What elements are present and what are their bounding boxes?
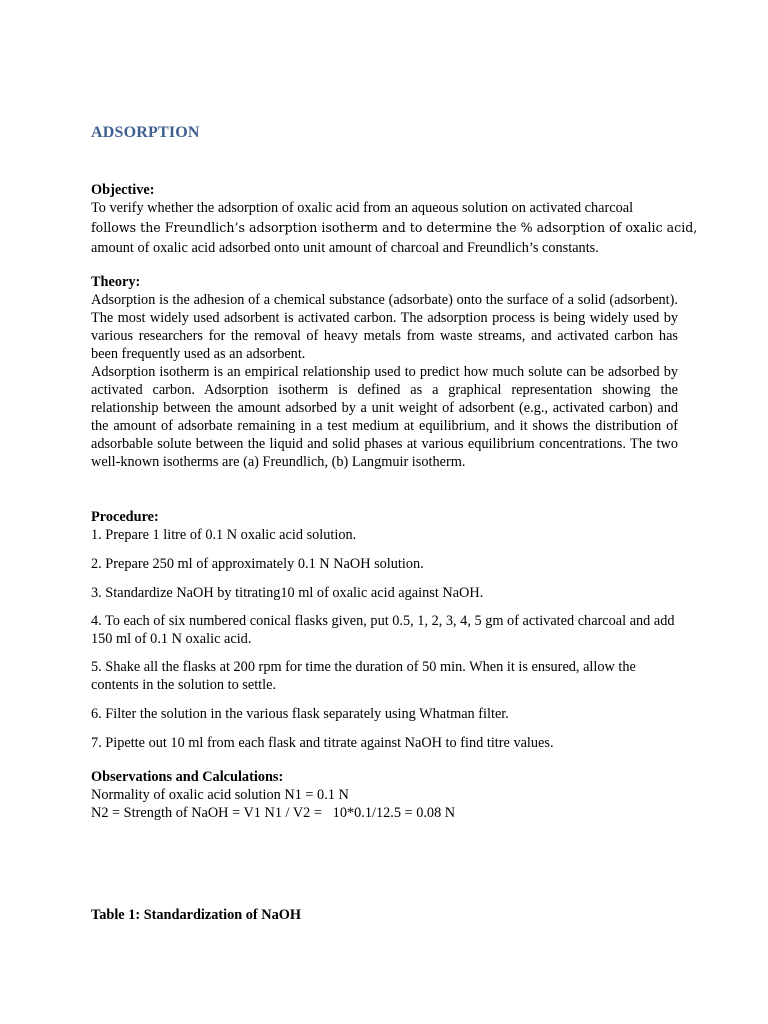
procedure-step-1: 1. Prepare 1 litre of 0.1 N oxalic acid solution. <box>91 527 357 543</box>
table-caption: Table 1: Standardization of NaOH <box>91 907 301 923</box>
procedure-heading-block <box>91 508 678 526</box>
theory-section <box>91 273 678 471</box>
procedure-step-4: 4. To each of six numbered conical flasks given, put 0.5, 1, 2, 3, 4, 5 gm of activated charcoal and add 150 ml of 0.1 N oxalic acid. <box>91 613 675 647</box>
objective-line-1: To verify whether the adsorption of oxalic acid from an aqueous solution on activated charcoal <box>91 200 634 216</box>
observations-line-1: Normality of oxalic acid solution N1 = 0.1 N <box>91 787 349 803</box>
observations-heading: Observations and Calculations: <box>91 769 284 785</box>
observations-section <box>91 768 678 822</box>
procedure-step-5: 5. Shake all the flasks at 200 rpm for time the duration of 50 min. When it is ensured, allow the contents in the solution to settle. <box>91 659 636 693</box>
procedure-heading: Procedure: <box>91 509 159 525</box>
theory-paragraph-1: Adsorption is the adhesion of a chemical substance (adsorbate) onto the surface of a solid (adsorbent). The most widely used adsorbent is activated carbon. The adsorption process is being widely used by various researchers for the removal of heavy metals from waste streams, and activated carbon has been frequently used as an adsorbent. <box>91 292 678 362</box>
document-title: ADSORPTION <box>91 124 200 141</box>
procedure-step-2: 2. Prepare 250 ml of approximately 0.1 N NaOH solution. <box>91 556 424 572</box>
procedure-step-6: 6. Filter the solution in the various flask separately using Whatman filter. <box>91 706 509 722</box>
procedure-step-7: 7. Pipette out 10 ml from each flask and titrate against NaOH to find titre values. <box>91 735 554 751</box>
theory-heading: Theory: <box>91 274 141 290</box>
procedure-step-3: 3. Standardize NaOH by titrating10 ml of oxalic acid against NaOH. <box>91 585 484 601</box>
objective-line-3: amount of oxalic acid adsorbed onto unit amount of charcoal and Freundlich’s constants. <box>91 240 599 256</box>
observations-line-2: N2 = Strength of NaOH = V1 N1 / V2 = 10*0.1/12.5 = 0.08 N <box>91 805 456 821</box>
objective-section <box>91 181 698 257</box>
objective-line-2: follows the Freundlich’s adsorption isotherm and to determine the % adsorption of oxalic acid, <box>91 220 698 235</box>
theory-paragraph-2: Adsorption isotherm is an empirical relationship used to predict how much solute can be adsorbed by activated carbon. Adsorption isotherm is defined as a graphical representation showing the relationship between the amount adsorbed by a unit weight of adsorbent (e.g., activated carbon) and the amount of adsorbate remaining in a test medium at equilibrium, and it shows the distribution of adsorbable solute between the liquid and solid phases at various equilibrium concentrations. The two well-known isotherms are (a) Freundlich, (b) Langmuir isotherm. <box>91 364 678 470</box>
objective-heading: Objective: <box>91 182 155 198</box>
